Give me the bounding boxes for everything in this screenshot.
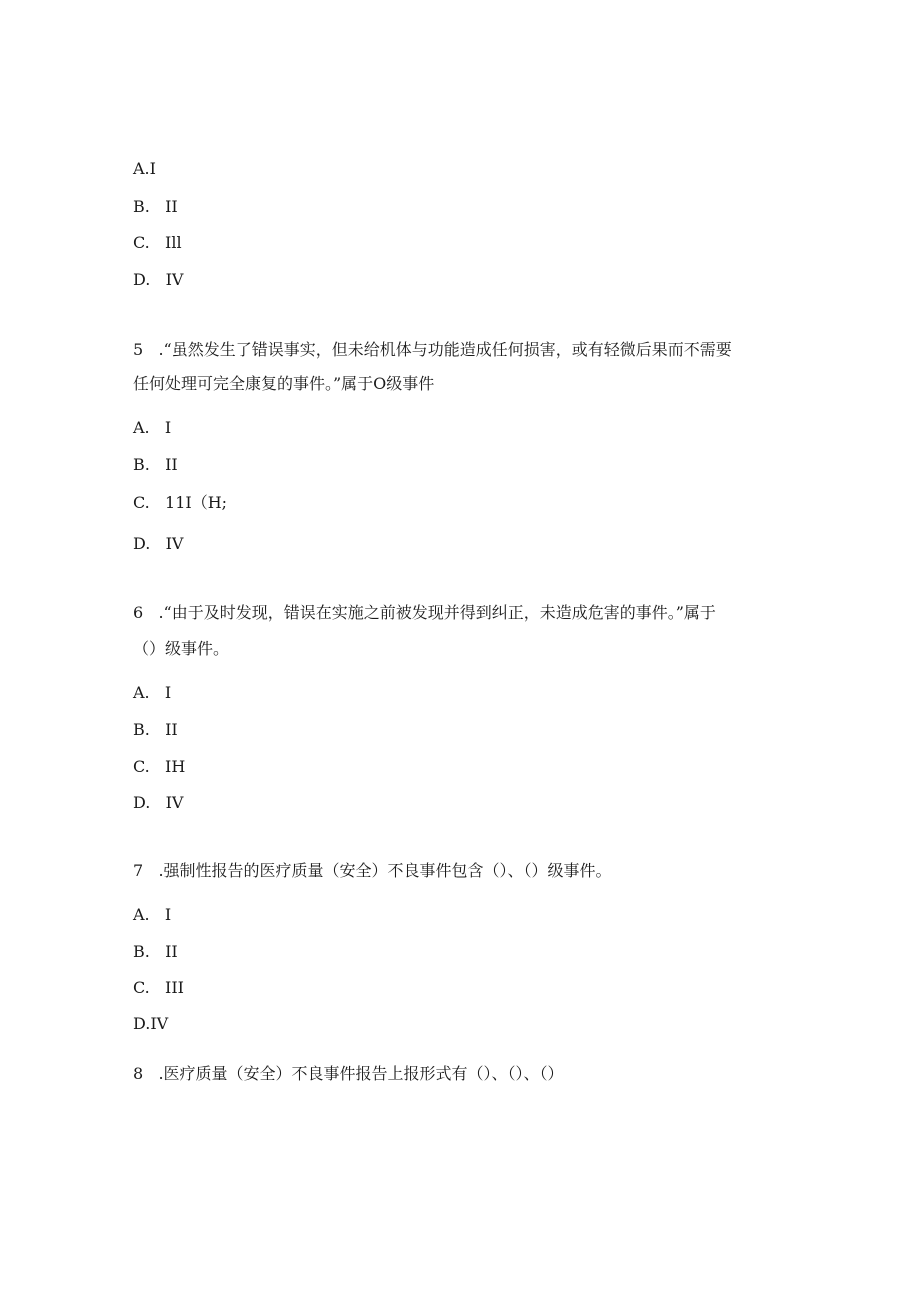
q6-option-b: B. II [133,720,178,739]
q6-option-d: D. IV [133,793,184,812]
option-b: B. II [133,197,178,216]
question-6-line-1: 6 .“由于及时发现，错误在实施之前被发现并得到纠正，未造成危害的事件。”属于 [133,603,716,622]
q5-option-a: A. I [133,418,172,437]
question-7-line-1: 7 .强制性报告的医疗质量（安全）不良事件包含（）、（）级事件。 [133,861,612,880]
q7-option-b: B. II [133,942,178,961]
option-c: C. Ill [133,233,182,252]
question-6-line-2: （）级事件。 [133,639,230,658]
question-5-line-1: 5 .“虽然发生了错误事实，但未给机体与功能造成任何损害，或有轻微后果而不需要 [133,340,732,359]
question-8-line-1: 8 .医疗质量（安全）不良事件报告上报形式有（）、（）、（） [133,1064,564,1083]
q7-option-d: D.IV [133,1014,169,1033]
option-d: D. IV [133,270,184,289]
q6-option-a: A. I [133,683,172,702]
q5-option-b: B. II [133,455,178,474]
q7-option-c: C. III [133,978,184,997]
q6-option-c: C. IH [133,757,186,776]
q5-option-d: D. IV [133,534,184,553]
q5-option-c: C. 11I（H; [133,493,228,512]
option-a: A.I [133,159,156,178]
q7-option-a: A. I [133,905,172,924]
question-5-line-2: 任何处理可完全康复的事件。”属于O级事件 [133,374,435,393]
